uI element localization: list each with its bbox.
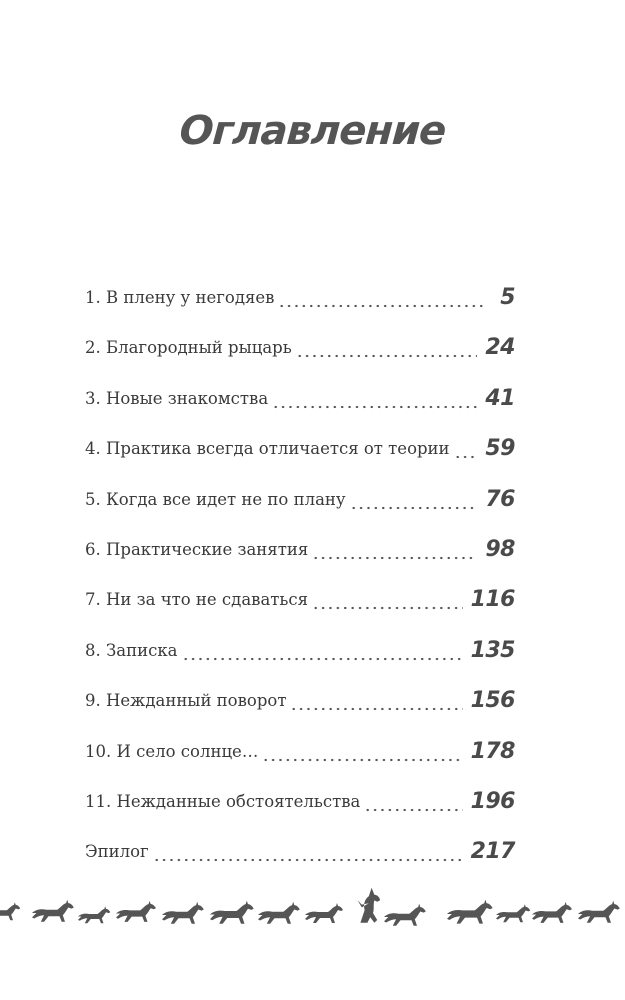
toc-entry[interactable] bbox=[85, 735, 515, 785]
dot-leader bbox=[454, 432, 478, 466]
dot-leader bbox=[272, 382, 477, 416]
toc-entry-page: 5 bbox=[500, 285, 515, 310]
dot-leader bbox=[312, 533, 477, 567]
toc-entry-page: 24 bbox=[485, 335, 515, 361]
toc-entry-label: Эпилог bbox=[85, 835, 153, 869]
dot-leader bbox=[262, 735, 462, 769]
horse-silhouette-icon bbox=[578, 901, 620, 923]
toc-entry[interactable] bbox=[85, 281, 515, 331]
toc-entry-label: 11. Нежданные обстоятельства bbox=[85, 785, 364, 819]
toc-entry[interactable] bbox=[85, 483, 515, 533]
horse-silhouette-icon bbox=[496, 904, 530, 922]
toc-entry[interactable] bbox=[85, 432, 515, 482]
horse-silhouette-icon bbox=[305, 903, 343, 923]
dot-leader bbox=[364, 785, 462, 819]
dot-leader bbox=[182, 634, 463, 668]
toc-entry-page: 196 bbox=[470, 788, 515, 814]
dot-leader bbox=[153, 835, 463, 869]
toc-entry-label: 8. Записка bbox=[85, 634, 182, 668]
toc-entry-label: 4. Практика всегда отличается от теории bbox=[85, 432, 454, 466]
dot-leader bbox=[278, 281, 487, 315]
dot-leader bbox=[350, 483, 478, 517]
toc-entry-label: 7. Ни за что не сдаваться bbox=[85, 583, 312, 617]
toc-entry-page: 59 bbox=[485, 436, 515, 462]
toc-entry-label: 9. Нежданный поворот bbox=[85, 684, 290, 718]
horse-silhouette-icon bbox=[78, 906, 110, 923]
toc-entry[interactable] bbox=[85, 684, 515, 734]
toc-entry-page: 178 bbox=[470, 738, 515, 764]
toc-entry[interactable] bbox=[85, 583, 515, 633]
horse-silhouette-icon bbox=[358, 888, 380, 923]
toc-entry[interactable] bbox=[85, 835, 515, 885]
toc-entry-page: 217 bbox=[470, 839, 515, 865]
toc-entry-page: 156 bbox=[470, 688, 515, 714]
page-title: Оглавление bbox=[178, 108, 447, 154]
toc-entry[interactable] bbox=[85, 533, 515, 583]
toc-entry-page: 98 bbox=[485, 536, 515, 562]
dot-leader bbox=[290, 684, 462, 718]
horse-silhouette-icon bbox=[384, 904, 426, 926]
toc-entry-page: 116 bbox=[470, 587, 515, 613]
horse-silhouette-icon bbox=[32, 900, 74, 922]
horse-silhouette-icon bbox=[210, 901, 254, 924]
toc-entry[interactable] bbox=[85, 785, 515, 835]
toc-entry-label: 10. И село солнце… bbox=[85, 735, 262, 769]
horse-border-decoration bbox=[0, 884, 625, 932]
horse-silhouette-icon bbox=[258, 902, 300, 924]
toc-entry[interactable] bbox=[85, 634, 515, 684]
dot-leader bbox=[296, 331, 478, 365]
toc-entry-label: 3. Новые знакомства bbox=[85, 382, 272, 416]
dot-leader bbox=[312, 583, 463, 617]
toc-entry-page: 135 bbox=[470, 637, 515, 663]
horse-silhouette-icon bbox=[0, 902, 20, 920]
toc-entry-page: 76 bbox=[485, 486, 515, 512]
horse-silhouette-icon bbox=[532, 902, 572, 923]
toc-entry-label: 2. Благородный рыцарь bbox=[85, 331, 296, 365]
toc-entry[interactable] bbox=[85, 382, 515, 432]
table-of-contents bbox=[85, 281, 515, 886]
toc-entry-page: 41 bbox=[485, 385, 515, 411]
toc-entry-label: 5. Когда все идет не по плану bbox=[85, 483, 350, 517]
horse-silhouette-icon bbox=[116, 901, 156, 922]
horse-silhouette-icon bbox=[447, 900, 493, 924]
toc-entry[interactable] bbox=[85, 331, 515, 381]
toc-entry-label: 1. В плену у негодяев bbox=[85, 281, 278, 315]
horse-silhouette-icon bbox=[162, 902, 204, 924]
toc-entry-label: 6. Практические занятия bbox=[85, 533, 312, 567]
